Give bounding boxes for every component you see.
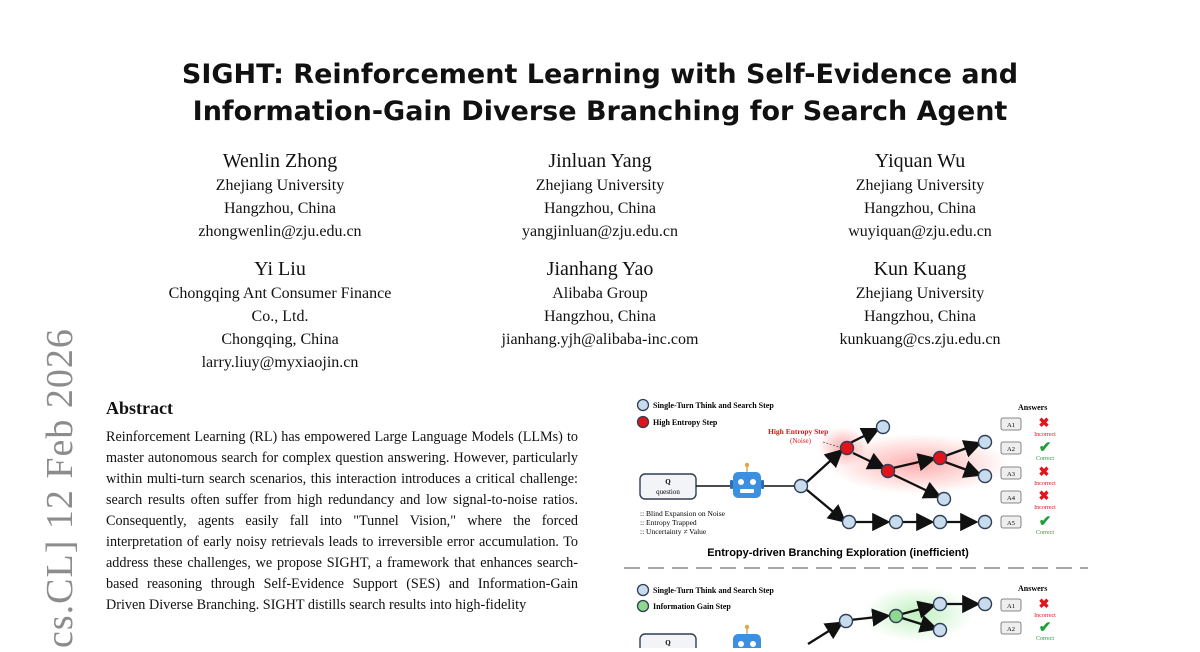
step-node [979, 598, 992, 611]
author-location: Chongqing, China [221, 331, 339, 348]
high-entropy-annotation: High Entropy Step [768, 427, 829, 436]
author-name: Wenlin Zhong [222, 150, 338, 172]
author-affiliation: Alibaba Group [552, 285, 648, 302]
step-node [979, 516, 992, 529]
step-node [840, 615, 853, 628]
legend-top [638, 400, 775, 428]
author-affiliation: Zhejiang University [535, 177, 665, 194]
author-4 [120, 257, 440, 374]
author-location: Hangzhou, China [224, 200, 336, 217]
high-entropy-node [882, 465, 895, 478]
question-q: Q [665, 639, 671, 647]
incorrect-icon: ✖ [1038, 415, 1050, 430]
top-panel-caption: Entropy-driven Branching Exploration (inefficient) [707, 547, 969, 559]
title-line-2: Information-Gain Diverse Branching for Search Agent [192, 96, 1008, 127]
author-affiliation: Chongqing Ant Consumer Finance [168, 285, 392, 302]
author-email: zhongwenlin@zju.edu.cn [198, 223, 362, 240]
answer-result: Incorrect [1034, 481, 1056, 487]
step-node [795, 480, 808, 493]
author-name: Jianhang Yao [546, 258, 654, 280]
robot-icon [730, 463, 764, 498]
author-location: Hangzhou, China [864, 200, 976, 217]
author-5 [440, 257, 760, 374]
legend-step-node [638, 400, 649, 411]
high-entropy-noise: (Noise) [790, 437, 811, 445]
author-3 [760, 149, 1080, 243]
answer-result: Correct [1036, 456, 1054, 462]
author-location: Hangzhou, China [864, 308, 976, 325]
note-2: :: Entropy Trapped [640, 518, 697, 527]
answers-bottom [1001, 584, 1056, 642]
method-figure [618, 392, 1092, 648]
answer-id: A3 [1007, 471, 1015, 478]
legend-info-gain-label: Information Gain Step [653, 602, 731, 611]
arxiv-identifier: cs.CL] 12 Feb 2026 [39, 328, 81, 648]
answer-result: Incorrect [1034, 432, 1056, 438]
step-node [979, 470, 992, 483]
author-location: Hangzhou, China [544, 200, 656, 217]
step-node [934, 598, 947, 611]
paper-title [0, 56, 1200, 130]
incorrect-icon: ✖ [1038, 488, 1050, 503]
bottom-panel [638, 584, 1057, 648]
author-affiliation: Zhejiang University [215, 177, 345, 194]
answers-title: Answers [1018, 584, 1048, 593]
author-affiliation: Zhejiang University [855, 285, 985, 302]
step-node [938, 493, 951, 506]
author-email: larry.liuy@myxiaojin.cn [201, 354, 359, 371]
top-panel [638, 400, 1057, 560]
legend-info-gain-node [638, 601, 649, 612]
info-gain-glow [863, 586, 973, 642]
answer-result: Correct [1036, 636, 1054, 642]
step-node [890, 516, 903, 529]
correct-icon: ✔ [1038, 620, 1052, 636]
answer-a4 [1001, 488, 1056, 511]
answer-result: Incorrect [1034, 613, 1056, 619]
legend-step-node [638, 585, 649, 596]
step-node [934, 516, 947, 529]
legend-entropy-node [638, 417, 649, 428]
high-entropy-node [934, 452, 947, 465]
legend-step-label: Single-Turn Think and Search Step [653, 586, 774, 595]
step-node [934, 624, 947, 637]
step-node [979, 436, 992, 449]
answers-top [1001, 403, 1056, 536]
answer-result: Correct [1036, 530, 1054, 536]
correct-icon: ✔ [1038, 440, 1052, 456]
author-location: Hangzhou, China [544, 308, 656, 325]
author-email: jianhang.yjh@alibaba-inc.com [501, 331, 699, 348]
author-email: wuyiquan@zju.edu.cn [848, 223, 992, 240]
answer-a5 [1001, 514, 1054, 536]
high-entropy-node [841, 442, 854, 455]
incorrect-icon: ✖ [1038, 596, 1050, 611]
answers-title: Answers [1018, 403, 1048, 412]
answer-id: A2 [1007, 446, 1015, 453]
author-1 [120, 149, 440, 243]
legend-step-label: Single-Turn Think and Search Step [653, 401, 774, 410]
legend-entropy-label: High Entropy Step [653, 418, 718, 427]
answer-a1 [1001, 415, 1056, 438]
answer-a2 [1001, 440, 1054, 462]
answer-id: A1 [1007, 603, 1015, 610]
answer-a1 [1001, 596, 1056, 619]
info-gain-node [890, 610, 903, 623]
legend-bottom [638, 585, 775, 612]
author-name: Yi Liu [254, 258, 306, 280]
author-name: Jinluan Yang [548, 150, 652, 172]
answer-a2 [1001, 620, 1054, 642]
answer-id: A2 [1007, 626, 1015, 633]
answer-id: A5 [1007, 520, 1015, 527]
answer-result: Incorrect [1034, 505, 1056, 511]
question-q: Q [665, 478, 671, 486]
abstract-text: Reinforcement Learning (RL) has empowered Large Language Models (LLMs) to master autonomous search for complex question answering. However, particularly within multi-turn search scenarios, this interaction introduces a critical challenge: search results often suffer from high redundancy and low signal-to-noise ratios. Consequently, agents easily fall into "Tunnel Vision," where the forced interpretation of early noisy retrievals leads to irreversible error accumulation. To address these challenges, we propose SIGHT, a framework that enhances search-based reasoning through Self-Evidence Support (SES) and Information-Gain Driven Diverse Branching. SIGHT distills search results into high-fidelity [106, 429, 578, 613]
step-node [843, 516, 856, 529]
robot-icon [733, 625, 761, 648]
step-node [877, 421, 890, 434]
question-label: question [656, 488, 680, 496]
answer-a3 [1001, 464, 1056, 487]
notes-top [640, 509, 726, 536]
answer-id: A1 [1007, 422, 1015, 429]
author-email: yangjinluan@zju.edu.cn [521, 223, 679, 240]
answer-id: A4 [1007, 495, 1015, 502]
note-3: :: Uncertainty ≠ Value [640, 527, 707, 536]
author-block [120, 149, 1080, 374]
note-1: :: Blind Expansion on Noise [640, 509, 725, 518]
incorrect-icon: ✖ [1038, 464, 1050, 479]
correct-icon: ✔ [1038, 514, 1052, 530]
author-6 [760, 257, 1080, 374]
abstract-heading: Abstract [106, 398, 173, 418]
author-affiliation: Zhejiang University [855, 177, 985, 194]
author-affiliation-cont: Co., Ltd. [251, 308, 309, 325]
title-line-1: SIGHT: Reinforcement Learning with Self-Evidence and [181, 59, 1019, 90]
author-name: Yiquan Wu [874, 150, 966, 172]
author-email: kunkuang@cs.zju.edu.cn [839, 331, 1001, 348]
author-2 [440, 149, 760, 243]
author-name: Kun Kuang [873, 258, 967, 280]
